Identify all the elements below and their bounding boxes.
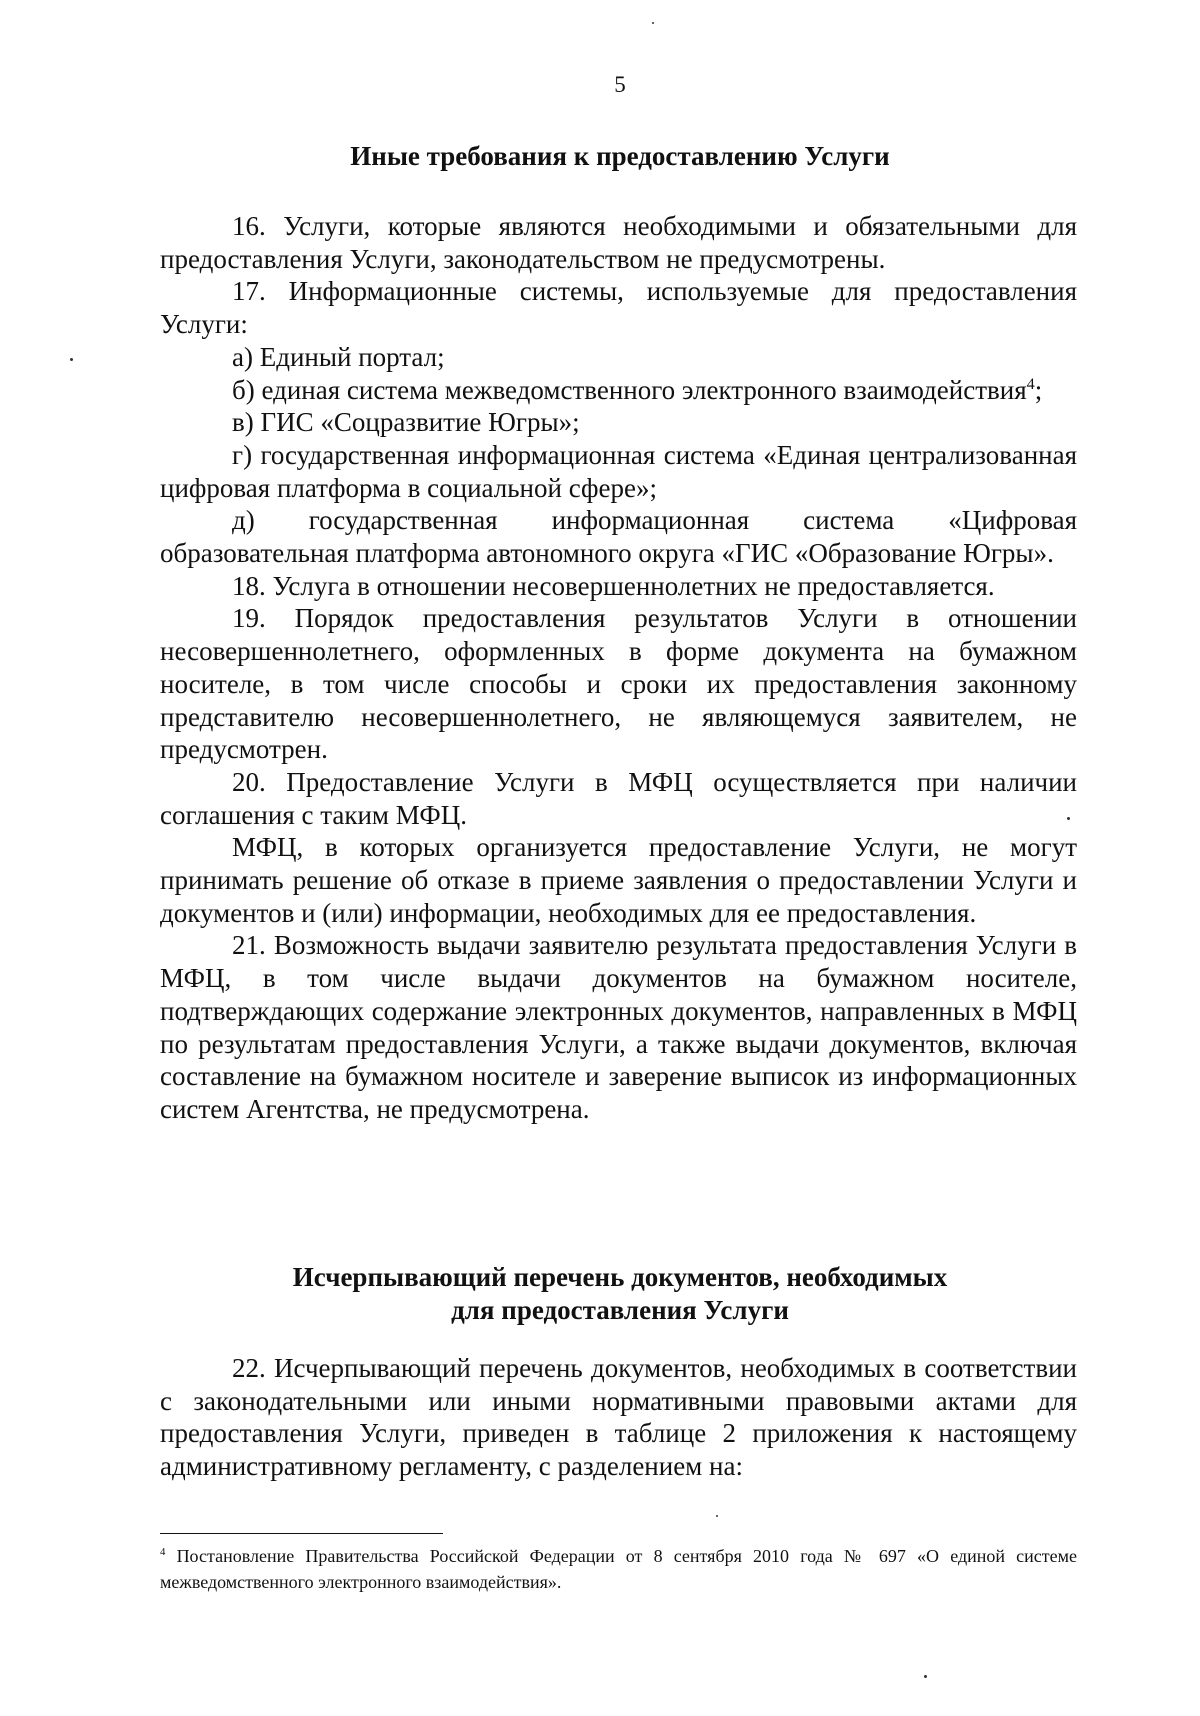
page-number: 5 — [614, 72, 626, 97]
paragraph-20-mfc: МФЦ, в которых организуется предоставление Услуги, не могут принимать решение об отказе в приеме заявления о предоставлении Услуги и документов и (или) информации, необходимых для ее предоставления. — [160, 832, 1077, 928]
paragraph-22: 22. Исчерпывающий перечень документов, необходимых в соответствии с законодательными или иными нормативными правовыми актами для предоставления Услуги, приведен в таблице 2 приложения к настоящему административному регламенту, с разделением на: — [160, 1353, 1077, 1482]
scan-speck — [924, 1675, 927, 1678]
list-item-b-text: б) единая система межведомственного электронного взаимодействия — [232, 374, 1027, 405]
section-title-other-requirements: Иные требования к предоставлению Услуги — [350, 141, 890, 171]
paragraph-21: 21. Возможность выдачи заявителю результата предоставления Услуги в МФЦ, в том числе выдачи документов на бумажном носителе, подтверждающих содержание электронных документов, направленных в МФЦ по результатам предоставления Услуги, а также выдачи документов, включая составление на бумажном носителе и заверение выписок из информационных систем Агентства, не предусмотрена. — [160, 930, 1077, 1124]
list-item-b-suffix: ; — [1034, 374, 1043, 405]
footnote-reference[interactable]: 4 — [1026, 374, 1035, 393]
list-item-g: г) государственная информационная система «Единая централизованная цифровая платформа в социальной сфере»; — [160, 439, 1077, 503]
section-body-other-requirements — [160, 210, 1077, 1126]
list-item-d: д) государственная информационная система «Цифровая образовательная платформа автономного округа «ГИС «Образование Югры». — [160, 505, 1077, 569]
footnote — [160, 1543, 1077, 1595]
scan-speck — [652, 22, 654, 24]
section-body-document-list — [160, 1352, 1077, 1483]
paragraph-19: 19. Порядок предоставления результатов Услуги в отношении несовершеннолетнего, оформленных в форме документа на бумажном носителе, в том числе способы и сроки их предоставления законному представителю несовершеннолетнего, не являющемуся заявителем, не предусмотрен. — [160, 603, 1077, 765]
section-title-line-2: для предоставления Услуги — [451, 1295, 789, 1325]
list-item-a: а) Единый портал; — [232, 341, 445, 372]
paragraph-18: 18. Услуга в отношении несовершеннолетних не предоставляется. — [232, 570, 995, 601]
scan-speck — [70, 358, 73, 361]
scan-speck — [716, 1515, 718, 1517]
paragraph-20: 20. Предоставление Услуги в МФЦ осуществляется при наличии соглашения с таким МФЦ. — [160, 766, 1077, 830]
scan-speck — [1067, 817, 1070, 820]
section-title-document-list — [160, 1261, 1080, 1327]
footnote-marker: 4 — [160, 1546, 166, 1558]
footnote-text: Постановление Правительства Российской Федерации от 8 сентября 2010 года № 697 «О единой системе межведомственного электронного взаимодействия». — [160, 1546, 1077, 1592]
list-item-v: в) ГИС «Соцразвитие Югры»; — [232, 407, 580, 438]
section-title-line-1: Исчерпывающий перечень документов, необходимых — [292, 1262, 948, 1292]
list-item-b — [160, 374, 1077, 407]
paragraph-17: 17. Информационные системы, используемые для предоставления Услуги: — [160, 276, 1077, 340]
footnote-separator — [160, 1533, 443, 1534]
paragraph-16: 16. Услуги, которые являются необходимыми и обязательными для предоставления Услуги, законодательством не предусмотрены. — [160, 211, 1077, 274]
